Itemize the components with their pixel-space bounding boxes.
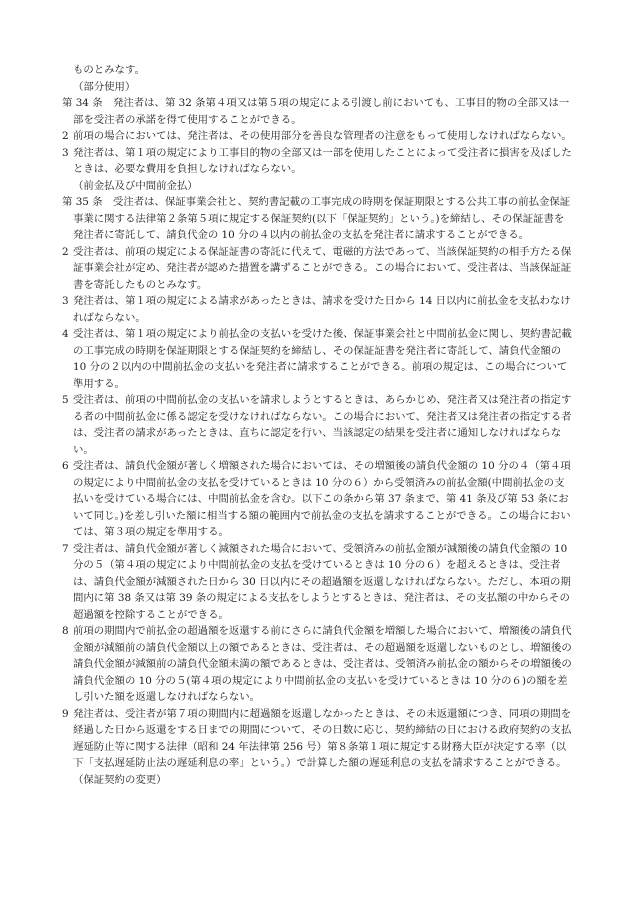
article-34-paragraph-2 <box>62 128 574 145</box>
paragraph-number: 4 <box>62 328 69 340</box>
paragraph-text: 発注者は、受注者が第７項の期間内に超過額を返還しなかったときは、その未返還額につき、同項の期間を経過した日から返還をする日までの期間について、その日数に応じ、契約締結の日における政府契約の支払遅延防止等に関する法律（昭和 24 年法律第 256 号）第８条第１項に規定する財務大臣が決定する率（以下「支払遅延防止法の遅延利息の率」という。）で計算した額の遅延利息の支払を請求することができる。 <box>73 707 572 769</box>
article-35-text: 受注者は、保証事業会社と、契約書記載の工事完成の時期を保証期限とする公共工事の前払金保証事業に関する法律第２条第５項に規定する保証契約(以下「保証契約」という。)を締結し、その保証証書を発注者に寄託して、請負代金の 10 分の４以内の前払金の支払を発注者に請求することができる。 <box>73 196 571 241</box>
article-35-paragraph-5 <box>62 392 574 458</box>
article-34-paragraph-3 <box>62 145 574 178</box>
article-35-paragraph-2 <box>62 244 574 294</box>
heading-partial-use: （部分使用） <box>73 80 136 93</box>
continuation-line: ものとみなす。 <box>73 64 145 76</box>
paragraph-number: 3 <box>62 295 69 307</box>
paragraph-text: 前項の場合においては、発注者は、その使用部分を善良な管理者の注意をもって使用しなければならない。 <box>73 130 572 142</box>
paragraph-number: 7 <box>62 542 69 555</box>
article-35-paragraph-7 <box>62 541 574 624</box>
article-35-paragraph-3 <box>62 293 574 326</box>
paragraph-number: 3 <box>62 146 69 159</box>
paragraph-text: 発注者は、第１項の規定により工事目的物の全部又は一部を使用したことによって受注者に損害を及ぼしたときは、必要な費用を負担しなければならない。 <box>73 146 572 175</box>
article-34-text: 発注者は、第 32 条第４項又は第５項の規定による引渡し前においても、工事目的物の全部又は一部を受注者の承諾を得て使用することができる。 <box>73 97 570 126</box>
paragraph-text: 受注者は、第１項の規定により前払金の支払いを受けた後、保証事業会社と中間前払金に関し、契約書記載の工事完成の時期を保証期限とする保証契約を締結し、その保証証書を発注者に寄託して、請負代金額の 10 分の２以内の中間前払金の支払いを発注者に請求することができる。前項の規定は、この場合について準用する。 <box>73 328 572 390</box>
article-34-number: 第 34 条 <box>62 97 103 109</box>
paragraph-text: 受注者は、請負代金額が著しく増額された場合においては、その増額後の請負代金額の 10 分の４（第４項の規定により中間前払金の支払を受けているときは 10 分の６）から受領済みの前払金額(中間前払金の支払いを受けている場合には、中間前払金を含む。以下この条から第 37 条まで、第 41 条及び第 53 条において同じ。)を差し引いた額に相当する額の範囲内で前払金の支払を請求することができる。この場合においては、第３項の規定を準用する。 <box>73 460 571 538</box>
article-34 <box>62 95 574 128</box>
paragraph-number: 9 <box>62 707 69 720</box>
paragraph-text: 前項の期間内で前払金の超過額を返還する前にさらに請負代金額を増額した場合において、増額後の請負代金額が減額前の請負代金額以上の額であるときは、受注者は、その超過額を返還しないものとし、増額後の請負代金額が減額前の請負代金額未満の額であるときは、受注者は、受領済み前払金の額からその増額後の請負代金額の 10 分の５(第４項の規定により中間前払金の支払いを受けているときは 10 分の６)の額を差し引いた額を返還しなければならない。 <box>73 625 572 703</box>
paragraph-number: 2 <box>62 130 69 142</box>
paragraph-text: 受注者は、前項の規定による保証証書の寄託に代えて、電磁的方法であって、当該保証契約の相手方たる保証事業会社が定め、発注者が認めた措置を講ずることができる。この場合において、受注者は、当該保証証書を寄託したものとみなす。 <box>73 245 572 291</box>
article-35-paragraph-4 <box>62 326 574 392</box>
heading-advance-payment: （前金払及び中間前金払） <box>73 179 198 192</box>
paragraph-text: 発注者は、第１項の規定による請求があったときは、請求を受けた日から 14 日以内に前払金を支払わなければならない。 <box>73 295 571 324</box>
article-35 <box>62 194 574 244</box>
paragraph-text: 受注者は、前項の中間前払金の支払いを請求しようとするときは、あらかじめ、発注者又は発注者の指定する者の中間前払金に係る認定を受けなければならない。この場合において、発注者又は発注者の指定する者は、受注者の請求があったときは、直ちに認定を行い、当該認定の結果を受注者に通知しなければならない。 <box>73 394 572 456</box>
paragraph-number: 8 <box>62 625 69 637</box>
paragraph-number: 2 <box>62 245 69 258</box>
article-35-paragraph-6 <box>62 458 574 541</box>
article-35-number: 第 35 条 <box>62 196 103 208</box>
paragraph-text: 受注者は、請負代金額が著しく減額された場合において、受領済みの前払金額が減額後の請負代金額の 10 分の５（第４項の規定により中間前払金の支払を受けているときは 10 分の６）を超えるときは、受注者は、請負代金額が減額された日から 30 日以内にその超過額を返還しなければならない。ただし、本項の期間内に第 38 条又は第 39 条の規定による支払をしようとするときは、発注者は、その支払額の中からその超過額を控除することができる。 <box>73 542 571 621</box>
paragraph-number: 5 <box>62 394 69 406</box>
article-35-paragraph-9 <box>62 706 574 772</box>
paragraph-number: 6 <box>62 460 69 472</box>
heading-guarantee-change: （保証契約の変更） <box>73 773 167 786</box>
document-page <box>62 62 574 788</box>
article-35-paragraph-8 <box>62 623 574 706</box>
